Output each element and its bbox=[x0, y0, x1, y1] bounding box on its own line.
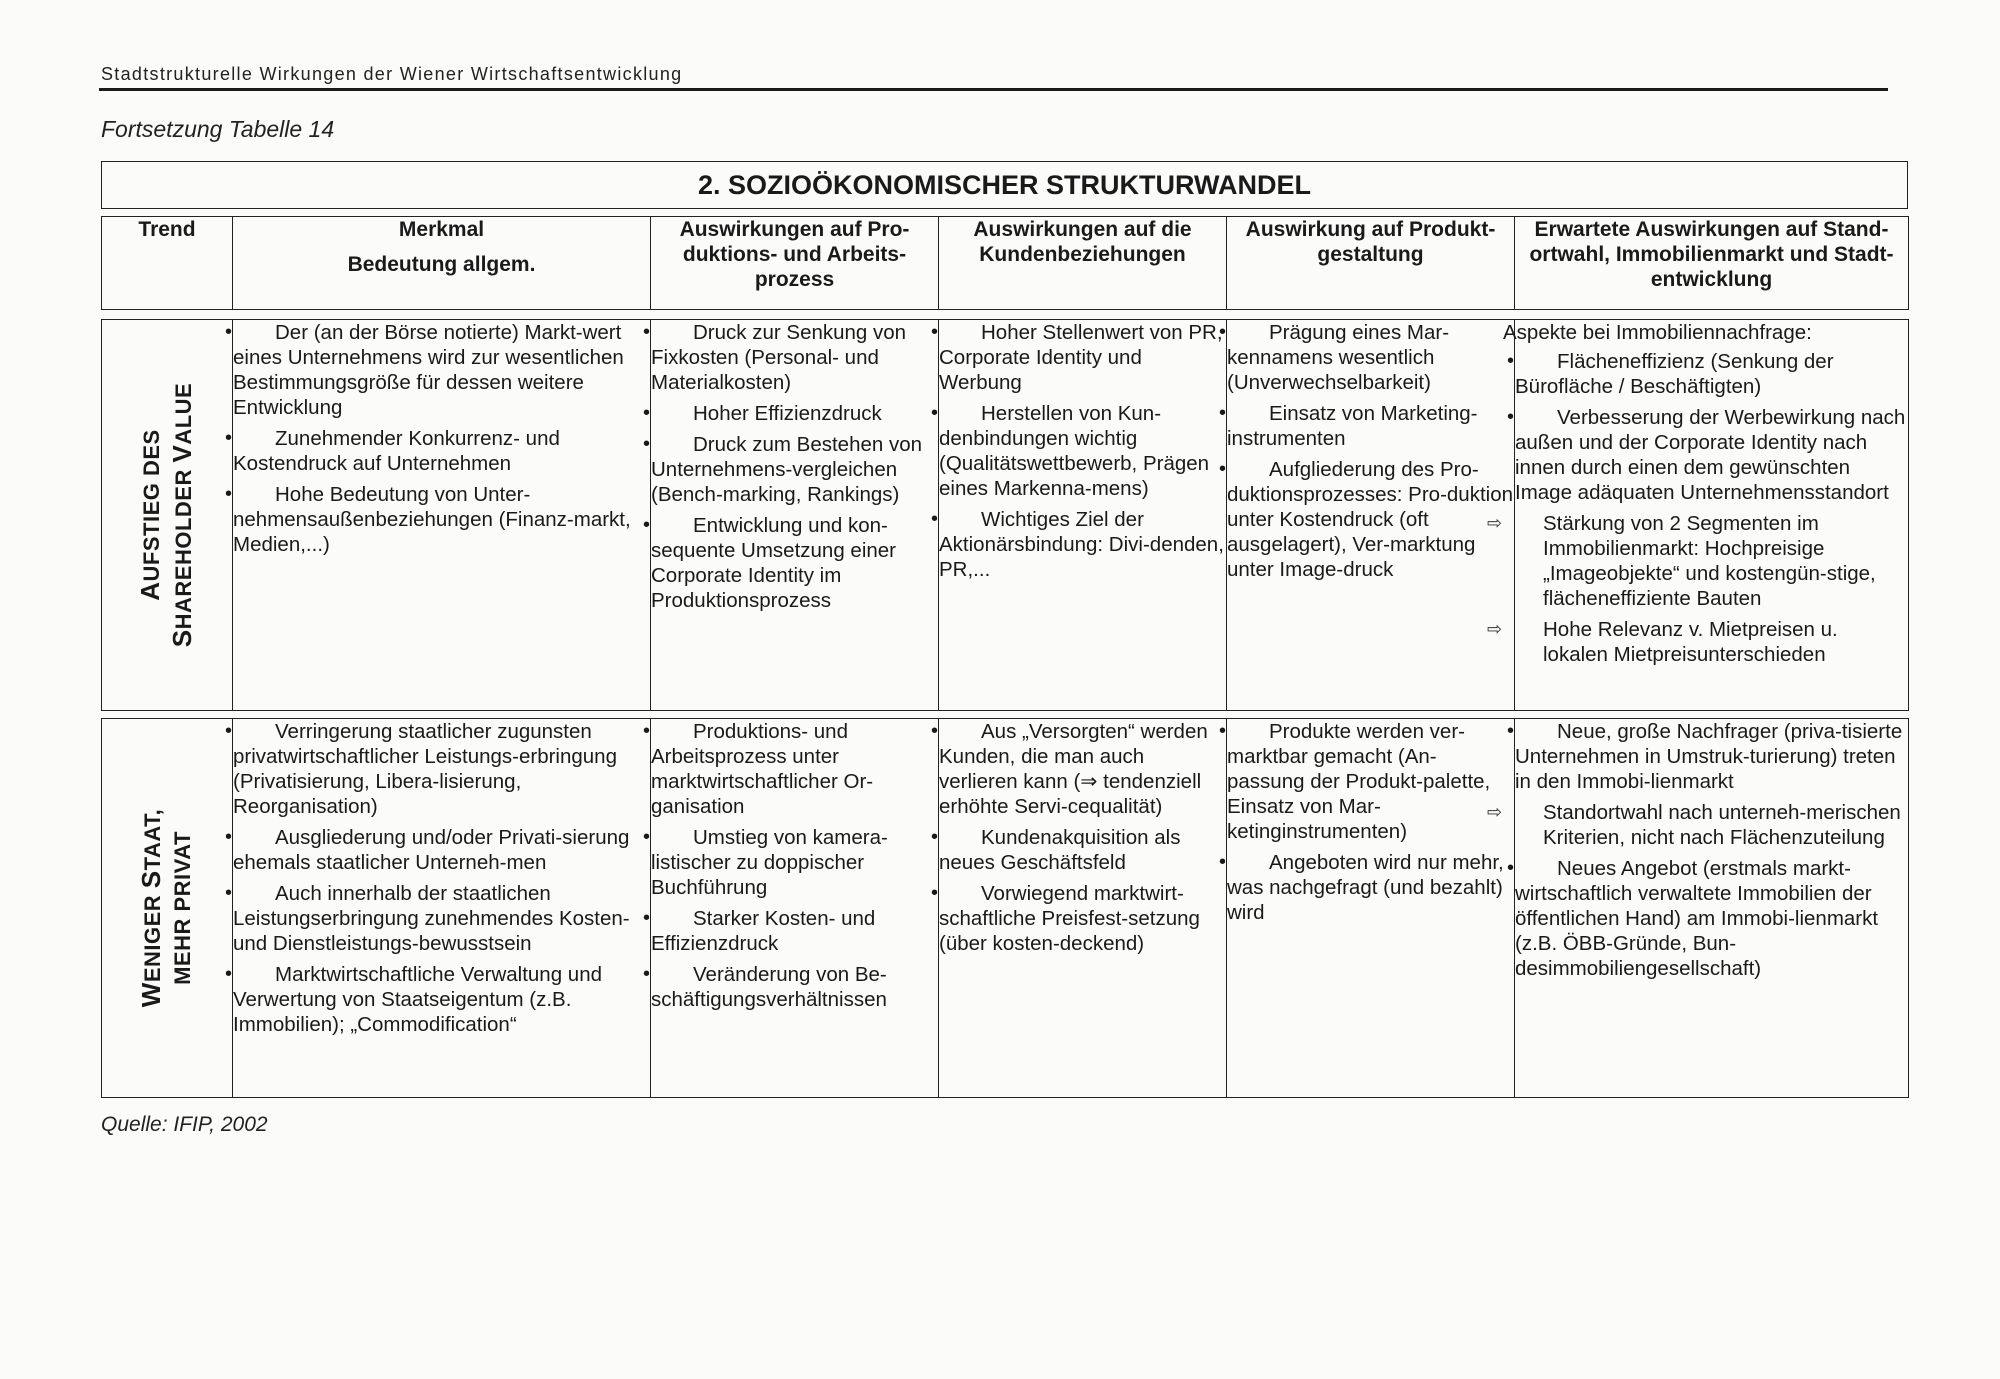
list-item: • Starker Kosten- und Effizienzdruck bbox=[651, 906, 938, 956]
trend-label-weniger-staat: WENIGER STAAT, MEHR PRIVAT bbox=[136, 808, 195, 1008]
list-item: • Umstieg von kamera-listischer zu doppischer Buchführung bbox=[651, 825, 938, 900]
list-item: • Hoher Stellenwert von PR, Corporate Identity und Werbung bbox=[939, 320, 1226, 395]
list-item: • Entwicklung und kon-sequente Umsetzung einer Corporate Identity im Produktionsprozess bbox=[651, 513, 938, 613]
table-header bbox=[101, 216, 1909, 310]
table-row-weniger-staat bbox=[101, 718, 1909, 1098]
list-item: • Verringerung staatlicher zugunsten privatwirtschaftlicher Leistungs-erbringung (Privatisierung, Libera-lisierung, Reorganisation) bbox=[233, 719, 650, 819]
list-item: • Flächeneffizienz (Senkung der Bürofläche / Beschäftigten) bbox=[1515, 349, 1908, 399]
list-item: • Der (an der Börse notierte) Markt-wert eines Unternehmens wird zur wesentlichen Bestimmungsgröße für dessen weitere Entwicklung bbox=[233, 320, 650, 420]
standort-cell bbox=[1515, 719, 1909, 1098]
list-item: • Auch innerhalb der staatlichen Leistungserbringung zunehmendes Kosten- und Dienstleistungs-bewusstsein bbox=[233, 881, 650, 956]
table-caption: Fortsetzung Tabelle 14 bbox=[101, 116, 335, 142]
header-standort: Erwartete Auswirkungen auf Stand-ortwahl, Immobilienmarkt und Stadt-entwicklung bbox=[1515, 217, 1909, 310]
produkt-cell bbox=[1227, 320, 1515, 711]
kunden-cell bbox=[939, 320, 1227, 711]
standort-cell bbox=[1503, 320, 1909, 711]
list-item: • Produkte werden ver-marktbar gemacht (An-passung der Produkt-palette, Einsatz von Mar-ketinginstrumenten) bbox=[1227, 719, 1514, 844]
running-head: Stadtstrukturelle Wirkungen der Wiener Wirtschaftsentwicklung bbox=[101, 64, 683, 84]
header-merkmal bbox=[233, 217, 651, 310]
list-item: • Angeboten wird nur mehr, was nachgefragt (und bezahlt) wird bbox=[1227, 850, 1514, 925]
merkmal-cell bbox=[233, 719, 651, 1098]
header-merkmal-sub: Bedeutung allgem. bbox=[347, 253, 536, 276]
list-item: • Hoher Effizienzdruck bbox=[651, 401, 938, 426]
list-item: • Neue, große Nachfrager (priva-tisierte Unternehmen in Umstruk-turierung) treten in den Immobi-lienmarkt bbox=[1515, 719, 1908, 794]
list-item: • Hohe Bedeutung von Unter-nehmensaußenbeziehungen (Finanz-markt, Medien,...) bbox=[233, 482, 650, 557]
header-kunden: Auswirkungen auf die Kundenbeziehungen bbox=[939, 217, 1227, 310]
list-item: • Prägung eines Mar-kennamens wesentlich (Unverwechselbarkeit) bbox=[1227, 320, 1514, 395]
trend-cell bbox=[102, 320, 233, 711]
list-item: • Einsatz von Marketing-instrumenten bbox=[1227, 401, 1514, 451]
table-title: 2. SOZIOÖKONOMISCHER STRUKTURWANDEL bbox=[101, 161, 1908, 209]
arrow-item: ⇨ Standortwahl nach unterneh-merischen Kriterien, nicht nach Flächenzuteilung bbox=[1501, 800, 1908, 850]
standort-intro: Aspekte bei Immobiliennachfrage: bbox=[1503, 321, 1812, 344]
list-item: • Marktwirtschaftliche Verwaltung und Verwertung von Staatseigentum (z.B. Immobilien); „Commodification“ bbox=[233, 962, 650, 1037]
merkmal-cell bbox=[233, 320, 651, 711]
produktion-cell bbox=[651, 320, 939, 711]
header-produkt: Auswirkung auf Produkt-gestaltung bbox=[1227, 217, 1515, 310]
header-produktion: Auswirkungen auf Pro-duktions- und Arbeits-prozess bbox=[651, 217, 939, 310]
list-item: • Wichtiges Ziel der Aktionärsbindung: Divi-denden, PR,... bbox=[939, 507, 1226, 582]
arrow-item: ⇨ Stärkung von 2 Segmenten im Immobilienmarkt: Hochpreisige „Imageobjekte“ und kostengün-stige, flächeneffiziente Bauten bbox=[1501, 511, 1908, 611]
arrow-item: ⇨ Hohe Relevanz v. Mietpreisen u. lokalen Mietpreisunterschieden bbox=[1501, 617, 1908, 667]
trend-cell bbox=[102, 719, 233, 1098]
table-row-shareholder-value bbox=[101, 319, 1909, 711]
list-item: • Druck zum Bestehen von Unternehmens-vergleichen (Bench-marking, Rankings) bbox=[651, 432, 938, 507]
list-item: • Vorwiegend marktwirt-schaftliche Preisfest-setzung (über kosten-deckend) bbox=[939, 881, 1226, 956]
list-item: • Aufgliederung des Pro-duktionsprozesses: Pro-duktion unter Kostendruck (oft ausgelagert), Ver-marktung unter Image-druck bbox=[1227, 457, 1514, 582]
list-item: • Veränderung von Be-schäftigungsverhältnissen bbox=[651, 962, 938, 1012]
kunden-cell bbox=[939, 719, 1227, 1098]
list-item: • Verbesserung der Werbewirkung nach außen und der Corporate Identity nach innen durch einen dem gewünschten Image adäquaten Unternehmensstandort bbox=[1515, 405, 1908, 505]
header-trend: Trend bbox=[102, 217, 233, 310]
header-merkmal-label: Merkmal bbox=[398, 218, 485, 241]
list-item: • Kundenakquisition als neues Geschäftsfeld bbox=[939, 825, 1226, 875]
list-item: • Druck zur Senkung von Fixkosten (Personal- und Materialkosten) bbox=[651, 320, 938, 395]
trend-label-shareholder-value: AUFSTIEG DES SHAREHOLDER VALUE bbox=[135, 382, 197, 648]
list-item: • Produktions- und Arbeitsprozess unter marktwirtschaftlicher Or-ganisation bbox=[651, 719, 938, 819]
list-item: • Ausgliederung und/oder Privati-sierung ehemals staatlicher Unterneh-men bbox=[233, 825, 650, 875]
list-item: • Herstellen von Kun-denbindungen wichtig (Qualitätswettbewerb, Prägen eines Markenna-mens) bbox=[939, 401, 1226, 501]
list-item: • Aus „Versorgten“ werden Kunden, die man auch verlieren kann (⇒ tendenziell erhöhte Servi-cequalität) bbox=[939, 719, 1226, 819]
list-item: • Zunehmender Konkurrenz- und Kostendruck auf Unternehmen bbox=[233, 426, 650, 476]
header-rule bbox=[99, 88, 1888, 91]
source-note: Quelle: IFIP, 2002 bbox=[101, 1113, 268, 1136]
produkt-cell bbox=[1227, 719, 1515, 1098]
produktion-cell bbox=[651, 719, 939, 1098]
list-item: • Neues Angebot (erstmals markt-wirtschaftlich verwaltete Immobilien der öffentlichen Hand) am Immobi-lienmarkt (z.B. ÖBB-Gründe, Bun-desimmobiliengesellschaft) bbox=[1515, 856, 1908, 981]
